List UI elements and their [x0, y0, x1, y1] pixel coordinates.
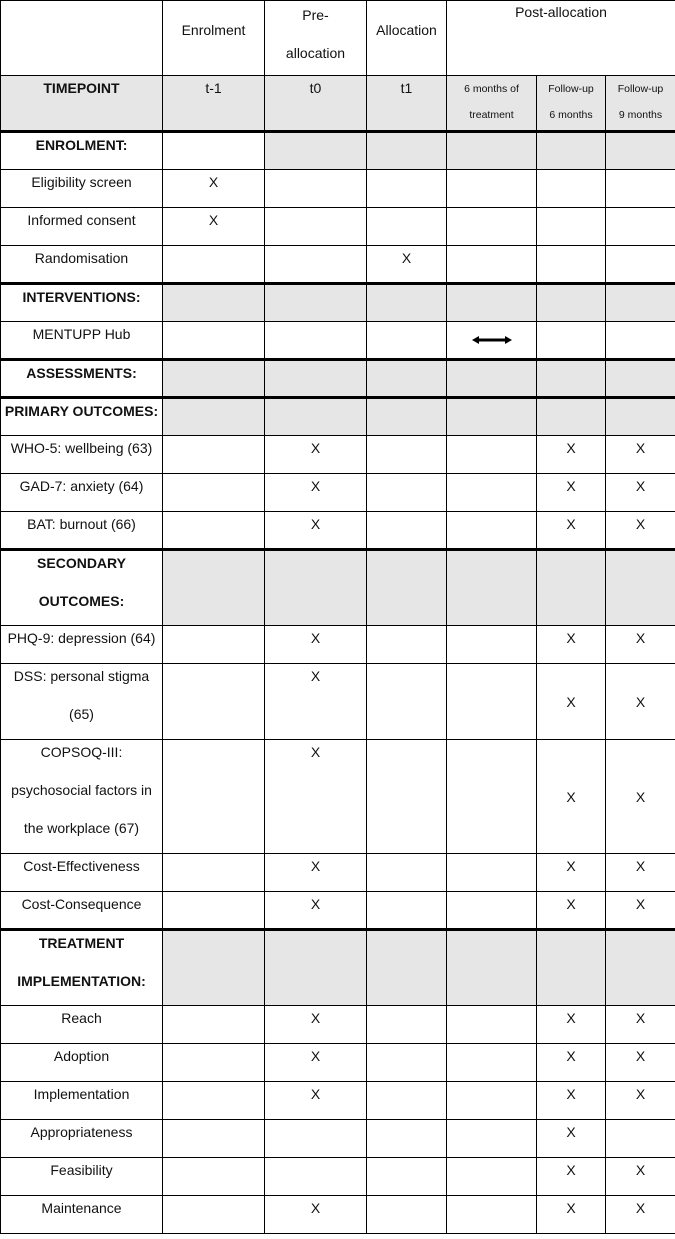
row-label-gad7: GAD-7: anxiety (64): [1, 474, 163, 512]
cell: [447, 892, 537, 930]
mark-cell: X: [606, 626, 675, 664]
cell: [367, 626, 447, 664]
mark-cell: X: [606, 1158, 675, 1196]
cell: [163, 930, 265, 1006]
cell: [367, 1158, 447, 1196]
mark-cell: X: [265, 1006, 367, 1044]
cell: [537, 550, 606, 626]
cell: [265, 1158, 367, 1196]
row-label-appropriateness: Appropriateness: [1, 1120, 163, 1158]
section-enrolment: ENROLMENT:: [1, 132, 163, 170]
row-label-consent: Informed consent: [1, 208, 163, 246]
cell: [537, 208, 606, 246]
cell: [163, 854, 265, 892]
row-label-feasibility: Feasibility: [1, 1158, 163, 1196]
mark-cell: X: [265, 664, 367, 740]
cell: [367, 208, 447, 246]
cell: [265, 360, 367, 398]
mark-cell: X: [606, 474, 675, 512]
cell: [367, 398, 447, 436]
row-label-copsoq: COPSOQ-III: psychosocial factors in the workplace (67): [1, 740, 163, 854]
cell: [606, 398, 675, 436]
cell: [447, 664, 537, 740]
cell: [606, 360, 675, 398]
cell: [537, 322, 606, 360]
mark-cell: X: [537, 436, 606, 474]
cell: [265, 930, 367, 1006]
mark-cell: X: [537, 854, 606, 892]
mark-cell: X: [606, 740, 675, 854]
cell: [163, 398, 265, 436]
cell: [606, 550, 675, 626]
cell: [606, 132, 675, 170]
cell: [447, 1196, 537, 1234]
cell: [447, 1120, 537, 1158]
cell: [163, 360, 265, 398]
cell: [367, 436, 447, 474]
cell: [367, 1082, 447, 1120]
cell: [265, 1120, 367, 1158]
cell: [163, 550, 265, 626]
corner-cell: [1, 1, 163, 76]
cell: [163, 1044, 265, 1082]
cell: [447, 246, 537, 284]
cell: [447, 930, 537, 1006]
cell: [163, 132, 265, 170]
mark-cell: X: [537, 474, 606, 512]
cell: [367, 1120, 447, 1158]
cell: [537, 246, 606, 284]
mark-cell: X: [606, 664, 675, 740]
cell: [447, 132, 537, 170]
mark-cell: X: [606, 1082, 675, 1120]
cell: [163, 626, 265, 664]
cell: [367, 664, 447, 740]
mark-cell: X: [537, 1196, 606, 1234]
cell: [447, 1082, 537, 1120]
cell: [367, 170, 447, 208]
row-label-dss: DSS: personal stigma (65): [1, 664, 163, 740]
cell: [537, 170, 606, 208]
cell: [367, 360, 447, 398]
timepoint-label: TIMEPOINT: [1, 76, 163, 132]
timepoint-treatment: 6 months of treatment: [447, 76, 537, 132]
section-assessments: ASSESSMENTS:: [1, 360, 163, 398]
header-preallocation: Pre- allocation: [265, 1, 367, 76]
mark-cell: X: [537, 740, 606, 854]
mark-cell: X: [537, 1158, 606, 1196]
cell: [163, 246, 265, 284]
cell: [265, 208, 367, 246]
mark-cell: X: [606, 436, 675, 474]
cell: [367, 930, 447, 1006]
cell: [537, 398, 606, 436]
cell: [265, 322, 367, 360]
timepoint-t-minus1: t-1: [163, 76, 265, 132]
header-allocation: Allocation: [367, 1, 447, 76]
cell: [537, 360, 606, 398]
cell: [447, 740, 537, 854]
cell: [367, 132, 447, 170]
mark-cell: X: [537, 1006, 606, 1044]
row-label-adoption: Adoption: [1, 1044, 163, 1082]
section-interventions: INTERVENTIONS:: [1, 284, 163, 322]
cell: [163, 474, 265, 512]
cell: [606, 246, 675, 284]
cell: [606, 322, 675, 360]
mark-cell: X: [265, 626, 367, 664]
mark-cell: X: [265, 474, 367, 512]
mark-cell: X: [606, 1044, 675, 1082]
cell: [367, 550, 447, 626]
cell: [447, 550, 537, 626]
mark-cell: X: [537, 512, 606, 550]
cell: [447, 360, 537, 398]
mark-cell: X: [537, 1082, 606, 1120]
cell: [447, 626, 537, 664]
mark-cell: X: [163, 170, 265, 208]
row-label-hub: MENTUPP Hub: [1, 322, 163, 360]
section-secondary: SECONDARY OUTCOMES:: [1, 550, 163, 626]
cell: [163, 664, 265, 740]
cell: [447, 1044, 537, 1082]
mark-cell: X: [537, 892, 606, 930]
cell: [367, 1006, 447, 1044]
cell: [265, 132, 367, 170]
cell: [163, 1120, 265, 1158]
cell: [163, 512, 265, 550]
mark-cell: X: [606, 512, 675, 550]
cell: [367, 1044, 447, 1082]
cell: [163, 892, 265, 930]
cell: [606, 170, 675, 208]
cell: [447, 474, 537, 512]
mark-cell: X: [265, 1196, 367, 1234]
timepoint-t0: t0: [265, 76, 367, 132]
mark-cell: X: [606, 1196, 675, 1234]
cell: [163, 1196, 265, 1234]
cell: [447, 284, 537, 322]
cell: [447, 1158, 537, 1196]
cell: [265, 170, 367, 208]
cell: [163, 1158, 265, 1196]
header-postallocation: Post-allocation: [447, 1, 675, 76]
cell: [447, 854, 537, 892]
section-treatment-implementation: TREATMENT IMPLEMENTATION:: [1, 930, 163, 1006]
row-label-who5: WHO-5: wellbeing (63): [1, 436, 163, 474]
mark-cell: X: [163, 208, 265, 246]
cell: [537, 284, 606, 322]
mark-cell: X: [606, 892, 675, 930]
timepoint-t1: t1: [367, 76, 447, 132]
row-label-eligibility: Eligibility screen: [1, 170, 163, 208]
cell: [606, 930, 675, 1006]
mark-cell: X: [265, 854, 367, 892]
cell: [367, 740, 447, 854]
cell: [163, 284, 265, 322]
cell: [367, 854, 447, 892]
cell: [367, 892, 447, 930]
cell: [163, 1082, 265, 1120]
cell: [537, 132, 606, 170]
cell: [447, 208, 537, 246]
cell: [606, 208, 675, 246]
cell: [265, 284, 367, 322]
mark-cell: X: [537, 626, 606, 664]
cell: [265, 246, 367, 284]
mark-cell: X: [265, 436, 367, 474]
cell: [606, 1120, 675, 1158]
row-label-cost-consequence: Cost-Consequence: [1, 892, 163, 930]
cell: [265, 550, 367, 626]
mark-cell: X: [606, 854, 675, 892]
row-label-reach: Reach: [1, 1006, 163, 1044]
mark-cell: X: [265, 1044, 367, 1082]
cell: [606, 284, 675, 322]
mark-cell: X: [265, 512, 367, 550]
duration-cell: [447, 322, 537, 360]
timepoint-followup-9: Follow-up 9 months: [606, 76, 675, 132]
mark-cell: X: [537, 1120, 606, 1158]
cell: [163, 436, 265, 474]
row-label-implementation: Implementation: [1, 1082, 163, 1120]
cell: [367, 474, 447, 512]
cell: [447, 512, 537, 550]
mark-cell: X: [606, 1006, 675, 1044]
row-label-cost-effectiveness: Cost-Effectiveness: [1, 854, 163, 892]
cell: [367, 1196, 447, 1234]
mark-cell: X: [265, 892, 367, 930]
timepoint-followup-6: Follow-up 6 months: [537, 76, 606, 132]
cell: [447, 170, 537, 208]
cell: [367, 322, 447, 360]
cell: [447, 1006, 537, 1044]
cell: [537, 930, 606, 1006]
section-primary: PRIMARY OUTCOMES:: [1, 398, 163, 436]
row-label-randomisation: Randomisation: [1, 246, 163, 284]
cell: [367, 512, 447, 550]
header-enrolment: Enrolment: [163, 1, 265, 76]
cell: [265, 398, 367, 436]
mark-cell: X: [537, 664, 606, 740]
cell: [163, 322, 265, 360]
cell: [163, 740, 265, 854]
mark-cell: X: [265, 1082, 367, 1120]
row-label-bat: BAT: burnout (66): [1, 512, 163, 550]
mark-cell: X: [367, 246, 447, 284]
mark-cell: X: [537, 1044, 606, 1082]
row-label-maintenance: Maintenance: [1, 1196, 163, 1234]
row-label-phq9: PHQ-9: depression (64): [1, 626, 163, 664]
cell: [163, 1006, 265, 1044]
mark-cell: X: [265, 740, 367, 854]
double-arrow-icon: [472, 335, 512, 345]
cell: [447, 436, 537, 474]
cell: [447, 398, 537, 436]
cell: [367, 284, 447, 322]
